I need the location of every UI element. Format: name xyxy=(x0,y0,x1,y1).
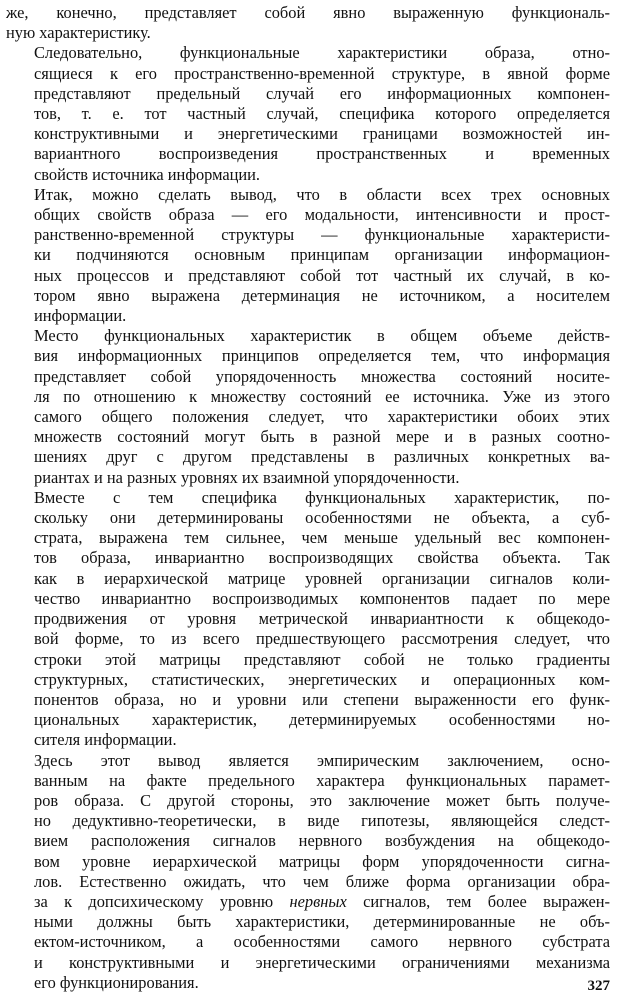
text-line: как в иерархической матрице уровней организации сигналов коли- xyxy=(34,568,610,588)
text-line: вием расположения сигналов нервного возбуждения на общекодо- xyxy=(34,831,610,851)
paragraph xyxy=(6,43,610,184)
text-line: конструктивными и энергетическими границами возможностей ин- xyxy=(34,124,610,144)
text-line: ванным на факте предельного характера функциональных парамет- xyxy=(34,770,610,790)
paragraph xyxy=(6,488,610,751)
text-line: чество инвариантно воспроизводимых компонентов падает по мере xyxy=(34,588,610,608)
text-line: представляют предельный случай его информационных компонен- xyxy=(34,83,610,103)
text-line: общих свойств образа — его модальности, интенсивности и прост- xyxy=(34,205,610,225)
text-line: самого общего положения следует, что характеристики обоих этих xyxy=(34,407,610,427)
text-line: ки подчиняются основным принципам организации информацион- xyxy=(34,245,610,265)
text-line: Вместе с тем специфика функциональных характеристик, по- xyxy=(34,487,610,507)
text-line: ектом-источником, а особенностями самого нервного субстрата xyxy=(34,932,610,952)
paragraph xyxy=(6,185,610,326)
text-line: вой форме, то из всего предшествующего рассмотрения следует, что xyxy=(34,629,610,649)
text-line: вариантного воспроизведения пространственных и временных xyxy=(34,144,610,164)
text-line: циональных характеристик, детерминируемых особенностями но- xyxy=(34,710,610,730)
text-line: свойств источника информации. xyxy=(34,164,261,184)
page-text xyxy=(6,3,610,993)
text-line: но дедуктивно-теоретически, в виде гипотезы, являющейся следст- xyxy=(34,811,610,831)
text-line: строки этой матрицы представляют собой не только градиенты xyxy=(34,649,610,669)
text-line: представляет собой упорядоченность множества состояний носите- xyxy=(34,366,610,386)
text-line: тором явно выражена детерминация не источником, а носителем xyxy=(34,285,610,305)
text-line: ных процессов и представляют собой тот частный их случай, в ко- xyxy=(34,265,610,285)
page-number: 327 xyxy=(587,978,610,994)
text-line: ля по отношению к множеству состояний ее источника. Уже из этого xyxy=(34,386,610,406)
text-line: ными должны быть характеристики, детерминированные не объ- xyxy=(34,912,610,932)
text-line: множеств состояний могут быть в разной мере и в разных соотно- xyxy=(34,427,610,447)
text-line: лов. Естественно ожидать, что чем ближе форма организации обра- xyxy=(34,871,610,891)
text-line: вия информационных принципов определяется тем, что информация xyxy=(34,346,610,366)
text-line: информации. xyxy=(34,306,127,326)
text-line: тов образа, инвариантно воспроизводящих свойства объекта. Так xyxy=(34,548,610,568)
text-line: риантах и на разных уровнях их взаимной упорядоченности. xyxy=(34,467,460,487)
text-line: шениях друг с другом представлены в различных конкретных ва- xyxy=(34,447,610,467)
text-line: ную характеристику. xyxy=(6,23,151,43)
text-line: сящиеся к его пространственно-временной структуре, в явной форме xyxy=(34,63,610,83)
text-line: сителя информации. xyxy=(34,730,177,750)
text-line: вом уровне иерархической матрицы форм упорядоченности сигна- xyxy=(34,851,610,871)
text-line: же, конечно, представляет собой явно выраженную функциональ- xyxy=(6,3,610,22)
text-line: скольку они детерминированы особенностями не объекта, а суб- xyxy=(34,508,610,528)
text-line: структурных, статистических, энергетических и операционных ком- xyxy=(34,669,610,689)
text-line: Итак, можно сделать вывод, что в области всех трех основных xyxy=(34,184,610,204)
text-line: Следовательно, функциональные характеристики образа, отно- xyxy=(34,43,610,63)
paragraph xyxy=(6,751,610,993)
paragraph xyxy=(6,326,610,488)
emphasized-word: нервных xyxy=(289,891,347,911)
text-line: ров образа. С другой стороны, это заключение может быть получе- xyxy=(34,790,610,810)
text-line: и конструктивными и энергетическими ограничениями механизма xyxy=(34,952,610,972)
text-line: ранственно-временной структуры — функциональные характеристи- xyxy=(34,225,610,245)
paragraph xyxy=(6,3,610,43)
text-line: страта, выражена тем сильнее, чем меньше удельный вес компонен- xyxy=(34,528,610,548)
text-line: понентов образа, но и уровни или степени выраженности его функ- xyxy=(34,689,610,709)
text-line: его функционирования. xyxy=(34,972,199,992)
text-line: Здесь этот вывод является эмпирическим заключением, осно- xyxy=(34,750,610,770)
text-line: тов, т. е. тот частный случай, специфика которого определяется xyxy=(34,104,610,124)
text-line: Место функциональных характеристик в общем объеме действ- xyxy=(34,326,610,346)
text-line: продвижения от уровня метрической инвариантности к общекодо- xyxy=(34,609,610,629)
text-line: за к допсихическому уровню нервных сигналов, тем более выражен- xyxy=(34,891,610,911)
